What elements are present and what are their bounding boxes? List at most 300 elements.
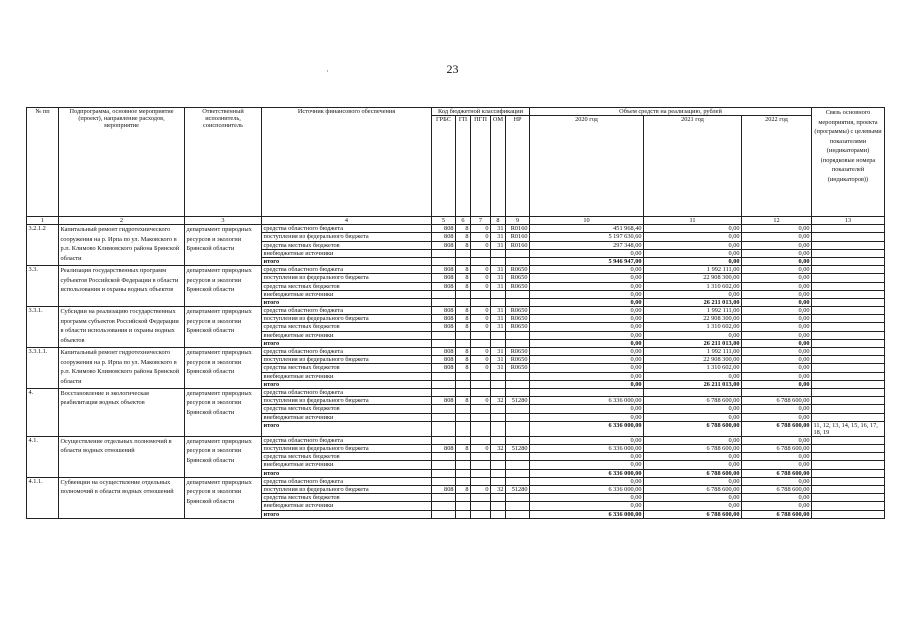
amount-2022: 0,00	[742, 477, 812, 485]
funding-source: итого	[262, 510, 432, 518]
code-pgp	[471, 502, 491, 510]
row-number: 3.2.1.2	[27, 225, 59, 266]
funding-source: средства областного бюджета	[262, 388, 432, 396]
amount-2021: 0,00	[644, 241, 742, 249]
funding-source: поступления из федерального бюджета	[262, 356, 432, 364]
code-gp	[456, 249, 471, 257]
amount-2020: 0,00	[530, 356, 644, 364]
responsible: департамент природных ресурсов и экологии Брянской области	[185, 477, 262, 518]
code-nr	[506, 453, 530, 461]
indicator-link	[812, 510, 885, 518]
code-om	[491, 453, 506, 461]
indicator-link	[812, 486, 885, 494]
code-pgp	[471, 510, 491, 518]
code-pgp	[471, 372, 491, 380]
code-om	[491, 372, 506, 380]
code-om	[491, 249, 506, 257]
indicator-link	[812, 257, 885, 265]
code-grbs	[432, 421, 456, 436]
code-pgp	[471, 469, 491, 477]
amount-2020: 0,00	[530, 494, 644, 502]
code-nr	[506, 494, 530, 502]
amount-2021	[644, 388, 742, 396]
code-grbs	[432, 339, 456, 347]
program-name: Субвенции на осуществление отдельных полномочий в области водных отношений	[59, 477, 185, 518]
code-gp: 8	[456, 233, 471, 241]
code-pgp: 0	[471, 266, 491, 274]
code-grbs	[432, 405, 456, 413]
funding-source: поступления из федерального бюджета	[262, 445, 432, 453]
header-program: Подпрограмма, основное мероприятие (проект), направление расходов, мероприятие	[59, 108, 185, 217]
program-name: Осуществление отдельных полномочий в области водных отношений	[59, 436, 185, 477]
code-pgp	[471, 436, 491, 444]
code-nr	[506, 477, 530, 485]
table-row	[27, 307, 885, 315]
amount-2021: 0,00	[644, 290, 742, 298]
code-nr	[506, 388, 530, 396]
code-om: 31	[491, 364, 506, 372]
code-pgp	[471, 339, 491, 347]
indicator-link	[812, 469, 885, 477]
amount-2020: 0,00	[530, 477, 644, 485]
code-gp	[456, 494, 471, 502]
code-grbs	[432, 298, 456, 306]
header-code-om: ОМ	[491, 116, 506, 217]
code-nr: 51280	[506, 397, 530, 405]
amount-2022: 0,00	[742, 298, 812, 306]
amount-2021: 22 908 300,00	[644, 315, 742, 323]
header-volume: Объем средств на реализацию, рублей	[530, 108, 812, 116]
code-grbs: 808	[432, 445, 456, 453]
header-link: Связь основного мероприятия, проекта (программы) с целевыми показателями (индикаторами) (порядковые номера показателей (индикаторов))	[812, 108, 885, 217]
funding-source: средства областного бюджета	[262, 348, 432, 356]
funding-source: средства местных бюджетов	[262, 405, 432, 413]
code-pgp	[471, 249, 491, 257]
amount-2020: 6 336 000,00	[530, 486, 644, 494]
amount-2022: 6 788 600,00	[742, 421, 812, 436]
amount-2022: 0,00	[742, 290, 812, 298]
amount-2022: 6 788 600,00	[742, 469, 812, 477]
code-gp	[456, 405, 471, 413]
code-om	[491, 290, 506, 298]
column-index-row	[27, 217, 885, 225]
code-pgp: 0	[471, 323, 491, 331]
amount-2020: 0,00	[530, 290, 644, 298]
code-gp: 8	[456, 241, 471, 249]
code-om	[491, 405, 506, 413]
amount-2022	[742, 388, 812, 396]
amount-2020: 0,00	[530, 461, 644, 469]
code-gp	[456, 388, 471, 396]
amount-2021: 26 211 013,00	[644, 298, 742, 306]
amount-2021: 0,00	[644, 461, 742, 469]
code-pgp	[471, 257, 491, 265]
amount-2022: 0,00	[742, 461, 812, 469]
code-om	[491, 436, 506, 444]
amount-2021: 22 908 300,00	[644, 356, 742, 364]
indicator-link	[812, 331, 885, 339]
code-om	[491, 461, 506, 469]
code-gp	[456, 331, 471, 339]
amount-2022: 6 788 600,00	[742, 486, 812, 494]
amount-2021: 26 211 013,00	[644, 339, 742, 347]
amount-2020: 0,00	[530, 380, 644, 388]
funding-source: средства местных бюджетов	[262, 282, 432, 290]
funding-source: средства областного бюджета	[262, 266, 432, 274]
code-gp: 8	[456, 397, 471, 405]
code-nr: R0650	[506, 323, 530, 331]
responsible: департамент природных ресурсов и экологии Брянской области	[185, 388, 262, 436]
code-nr: 51280	[506, 445, 530, 453]
amount-2020: 0,00	[530, 274, 644, 282]
code-om: 31	[491, 315, 506, 323]
funding-source: внебюджетные источники	[262, 461, 432, 469]
amount-2021: 6 788 600,00	[644, 421, 742, 436]
amount-2020: 0,00	[530, 331, 644, 339]
amount-2020: 0,00	[530, 315, 644, 323]
indicator-link	[812, 461, 885, 469]
amount-2020: 0,00	[530, 249, 644, 257]
amount-2021: 1 310 602,00	[644, 323, 742, 331]
code-grbs: 808	[432, 315, 456, 323]
amount-2022: 0,00	[742, 436, 812, 444]
amount-2022: 0,00	[742, 356, 812, 364]
indicator-link	[812, 413, 885, 421]
index-cell: 9	[506, 217, 530, 225]
amount-2022: 0,00	[742, 331, 812, 339]
header-source: Источник финансового обеспечения	[262, 108, 432, 217]
funding-source: поступления из федерального бюджета	[262, 486, 432, 494]
amount-2021: 1 992 111,00	[644, 348, 742, 356]
program-name: Реализация государственных программ субъектов Российской Федерации в области использования и охраны водных объектов	[59, 266, 185, 307]
row-number: 3.3.	[27, 266, 59, 307]
amount-2021: 1 992 111,00	[644, 307, 742, 315]
amount-2021: 0,00	[644, 494, 742, 502]
code-om: 31	[491, 356, 506, 364]
code-gp	[456, 436, 471, 444]
indicator-link	[812, 323, 885, 331]
code-om	[491, 502, 506, 510]
amount-2021: 6 788 600,00	[644, 445, 742, 453]
code-gp	[456, 339, 471, 347]
responsible: департамент природных ресурсов и экологии Брянской области	[185, 348, 262, 389]
indicator-link	[812, 494, 885, 502]
funding-source: средства областного бюджета	[262, 477, 432, 485]
code-grbs: 808	[432, 364, 456, 372]
funding-source: средства местных бюджетов	[262, 494, 432, 502]
funding-source: итого	[262, 298, 432, 306]
code-grbs	[432, 477, 456, 485]
header-code-nr: НР	[506, 116, 530, 217]
code-pgp: 0	[471, 348, 491, 356]
code-grbs	[432, 510, 456, 518]
code-gp: 8	[456, 356, 471, 364]
code-om: 32	[491, 445, 506, 453]
code-nr	[506, 380, 530, 388]
code-nr	[506, 290, 530, 298]
table-row	[27, 477, 885, 485]
table-row	[27, 266, 885, 274]
code-om	[491, 298, 506, 306]
code-grbs	[432, 469, 456, 477]
code-pgp: 0	[471, 274, 491, 282]
amount-2021: 1 310 602,00	[644, 282, 742, 290]
amount-2021: 0,00	[644, 257, 742, 265]
code-nr	[506, 469, 530, 477]
indicator-link	[812, 397, 885, 405]
amount-2022: 0,00	[742, 502, 812, 510]
amount-2020	[530, 388, 644, 396]
code-om: 31	[491, 266, 506, 274]
code-grbs: 808	[432, 356, 456, 364]
amount-2020: 0,00	[530, 339, 644, 347]
code-nr: 51280	[506, 486, 530, 494]
code-nr	[506, 413, 530, 421]
amount-2022: 0,00	[742, 453, 812, 461]
code-grbs	[432, 380, 456, 388]
index-cell: 8	[491, 217, 506, 225]
code-gp	[456, 380, 471, 388]
code-om: 31	[491, 282, 506, 290]
program-name: Капитальный ремонт гидротехнического сооружения на р. Ирпа по ул. Маковского в р.п. Климово Климовского района Брянской области	[59, 225, 185, 266]
indicator-link	[812, 364, 885, 372]
code-pgp	[471, 380, 491, 388]
code-pgp	[471, 494, 491, 502]
code-nr: R0160	[506, 233, 530, 241]
code-gp: 8	[456, 307, 471, 315]
funding-source: средства местных бюджетов	[262, 453, 432, 461]
index-cell: 5	[432, 217, 456, 225]
code-nr: R0650	[506, 364, 530, 372]
program-name: Капитальный ремонт гидротехнического сооружения на р. Ирпа по ул. Маковского в р.п. Климово Климовского района Брянской области	[59, 348, 185, 389]
row-number: 4.	[27, 388, 59, 436]
code-om	[491, 331, 506, 339]
amount-2021: 1 992 111,00	[644, 266, 742, 274]
index-cell: 10	[530, 217, 644, 225]
code-grbs: 808	[432, 307, 456, 315]
amount-2022: 0,00	[742, 307, 812, 315]
amount-2021: 0,00	[644, 453, 742, 461]
code-grbs	[432, 502, 456, 510]
code-pgp	[471, 453, 491, 461]
code-grbs	[432, 372, 456, 380]
amount-2022: 0,00	[742, 405, 812, 413]
amount-2022: 0,00	[742, 249, 812, 257]
amount-2021: 26 211 013,00	[644, 380, 742, 388]
code-pgp: 0	[471, 282, 491, 290]
amount-2022: 0,00	[742, 233, 812, 241]
code-gp: 8	[456, 445, 471, 453]
financing-table	[26, 107, 885, 519]
code-gp: 8	[456, 364, 471, 372]
funding-source: внебюджетные источники	[262, 331, 432, 339]
indicator-link	[812, 298, 885, 306]
code-om	[491, 469, 506, 477]
code-grbs	[432, 290, 456, 298]
code-gp: 8	[456, 282, 471, 290]
table-row	[27, 388, 885, 396]
amount-2020: 0,00	[530, 323, 644, 331]
code-grbs	[432, 494, 456, 502]
indicator-link	[812, 356, 885, 364]
funding-source: внебюджетные источники	[262, 502, 432, 510]
code-nr: R0650	[506, 356, 530, 364]
header-responsible: Ответственный исполнитель, соисполнитель	[185, 108, 262, 217]
amount-2022: 0,00	[742, 348, 812, 356]
funding-source: внебюджетные источники	[262, 372, 432, 380]
code-gp	[456, 510, 471, 518]
code-pgp: 0	[471, 445, 491, 453]
code-grbs	[432, 331, 456, 339]
amount-2022: 0,00	[742, 323, 812, 331]
code-grbs: 808	[432, 266, 456, 274]
amount-2020: 0,00	[530, 436, 644, 444]
amount-2020: 6 336 000,00	[530, 510, 644, 518]
code-pgp	[471, 461, 491, 469]
code-gp	[456, 469, 471, 477]
code-om	[491, 477, 506, 485]
funding-source: внебюджетные источники	[262, 249, 432, 257]
funding-source: итого	[262, 469, 432, 477]
indicator-link	[812, 453, 885, 461]
code-grbs	[432, 436, 456, 444]
funding-source: поступления из федерального бюджета	[262, 315, 432, 323]
code-nr: R0160	[506, 225, 530, 233]
code-nr	[506, 405, 530, 413]
code-nr: R0160	[506, 241, 530, 249]
indicator-link	[812, 307, 885, 315]
amount-2022: 0,00	[742, 266, 812, 274]
scan-dot: ·	[326, 66, 329, 76]
code-nr	[506, 502, 530, 510]
code-grbs	[432, 453, 456, 461]
code-gp	[456, 477, 471, 485]
code-om: 32	[491, 486, 506, 494]
funding-source: итого	[262, 421, 432, 436]
funding-source: внебюджетные источники	[262, 290, 432, 298]
code-om: 31	[491, 307, 506, 315]
amount-2020: 297 348,00	[530, 241, 644, 249]
funding-source: поступления из федерального бюджета	[262, 233, 432, 241]
funding-source: итого	[262, 339, 432, 347]
amount-2021: 0,00	[644, 502, 742, 510]
code-grbs: 808	[432, 348, 456, 356]
code-om	[491, 339, 506, 347]
program-name: Субсидии на реализацию государственных программ субъектов Российской Федерации в области использования и охраны водных объектов	[59, 307, 185, 348]
index-cell: 1	[27, 217, 59, 225]
code-nr	[506, 298, 530, 306]
amount-2021: 1 310 602,00	[644, 364, 742, 372]
code-pgp	[471, 421, 491, 436]
amount-2022: 0,00	[742, 413, 812, 421]
code-gp	[456, 290, 471, 298]
row-number: 4.1.1.	[27, 477, 59, 518]
amount-2020: 0,00	[530, 282, 644, 290]
code-om	[491, 494, 506, 502]
code-nr: R0650	[506, 266, 530, 274]
code-gp: 8	[456, 315, 471, 323]
code-grbs	[432, 413, 456, 421]
code-grbs	[432, 257, 456, 265]
code-nr	[506, 421, 530, 436]
amount-2020: 0,00	[530, 405, 644, 413]
code-om: 31	[491, 348, 506, 356]
amount-2022: 0,00	[742, 274, 812, 282]
code-grbs: 808	[432, 225, 456, 233]
indicator-link	[812, 388, 885, 396]
indicator-link	[812, 315, 885, 323]
amount-2022: 0,00	[742, 494, 812, 502]
code-gp	[456, 421, 471, 436]
header-no: № пп	[27, 108, 59, 217]
header-code-gp: ГП	[456, 116, 471, 217]
code-om: 31	[491, 233, 506, 241]
code-nr	[506, 249, 530, 257]
responsible: департамент природных ресурсов и экологии Брянской области	[185, 266, 262, 307]
code-pgp	[471, 405, 491, 413]
amount-2020: 0,00	[530, 413, 644, 421]
header-budget-code: Код бюджетной классификации	[432, 108, 530, 116]
amount-2022: 6 788 600,00	[742, 510, 812, 518]
code-pgp: 0	[471, 315, 491, 323]
code-pgp: 0	[471, 233, 491, 241]
amount-2020: 0,00	[530, 372, 644, 380]
amount-2020: 0,00	[530, 266, 644, 274]
code-om	[491, 388, 506, 396]
amount-2021: 6 788 600,00	[644, 486, 742, 494]
code-pgp: 0	[471, 397, 491, 405]
code-nr: R0650	[506, 348, 530, 356]
index-cell: 12	[742, 217, 812, 225]
indicator-link	[812, 249, 885, 257]
responsible: департамент природных ресурсов и экологии Брянской области	[185, 307, 262, 348]
indicator-link: 11, 12, 13, 14, 15, 16, 17, 18, 19	[812, 421, 885, 436]
code-pgp: 0	[471, 356, 491, 364]
code-pgp	[471, 331, 491, 339]
code-gp	[456, 453, 471, 461]
funding-source: средства областного бюджета	[262, 307, 432, 315]
code-nr: R0650	[506, 307, 530, 315]
code-gp: 8	[456, 348, 471, 356]
table-row	[27, 225, 885, 233]
amount-2020: 6 336 000,00	[530, 421, 644, 436]
amount-2021: 0,00	[644, 413, 742, 421]
code-grbs: 808	[432, 233, 456, 241]
code-grbs: 808	[432, 282, 456, 290]
code-pgp	[471, 388, 491, 396]
amount-2021: 0,00	[644, 372, 742, 380]
code-grbs: 808	[432, 486, 456, 494]
amount-2022: 0,00	[742, 282, 812, 290]
code-pgp	[471, 413, 491, 421]
indicator-link	[812, 290, 885, 298]
index-cell: 2	[59, 217, 185, 225]
funding-source: итого	[262, 257, 432, 265]
index-cell: 6	[456, 217, 471, 225]
amount-2020: 0,00	[530, 348, 644, 356]
indicator-link	[812, 225, 885, 233]
amount-2021: 22 908 300,00	[644, 274, 742, 282]
indicator-link	[812, 445, 885, 453]
amount-2022: 6 788 600,00	[742, 397, 812, 405]
funding-source: средства областного бюджета	[262, 225, 432, 233]
funding-source: поступления из федерального бюджета	[262, 274, 432, 282]
code-pgp: 0	[471, 364, 491, 372]
amount-2020: 6 336 000,00	[530, 469, 644, 477]
amount-2022: 0,00	[742, 315, 812, 323]
amount-2021: 6 788 600,00	[644, 397, 742, 405]
amount-2021: 0,00	[644, 405, 742, 413]
